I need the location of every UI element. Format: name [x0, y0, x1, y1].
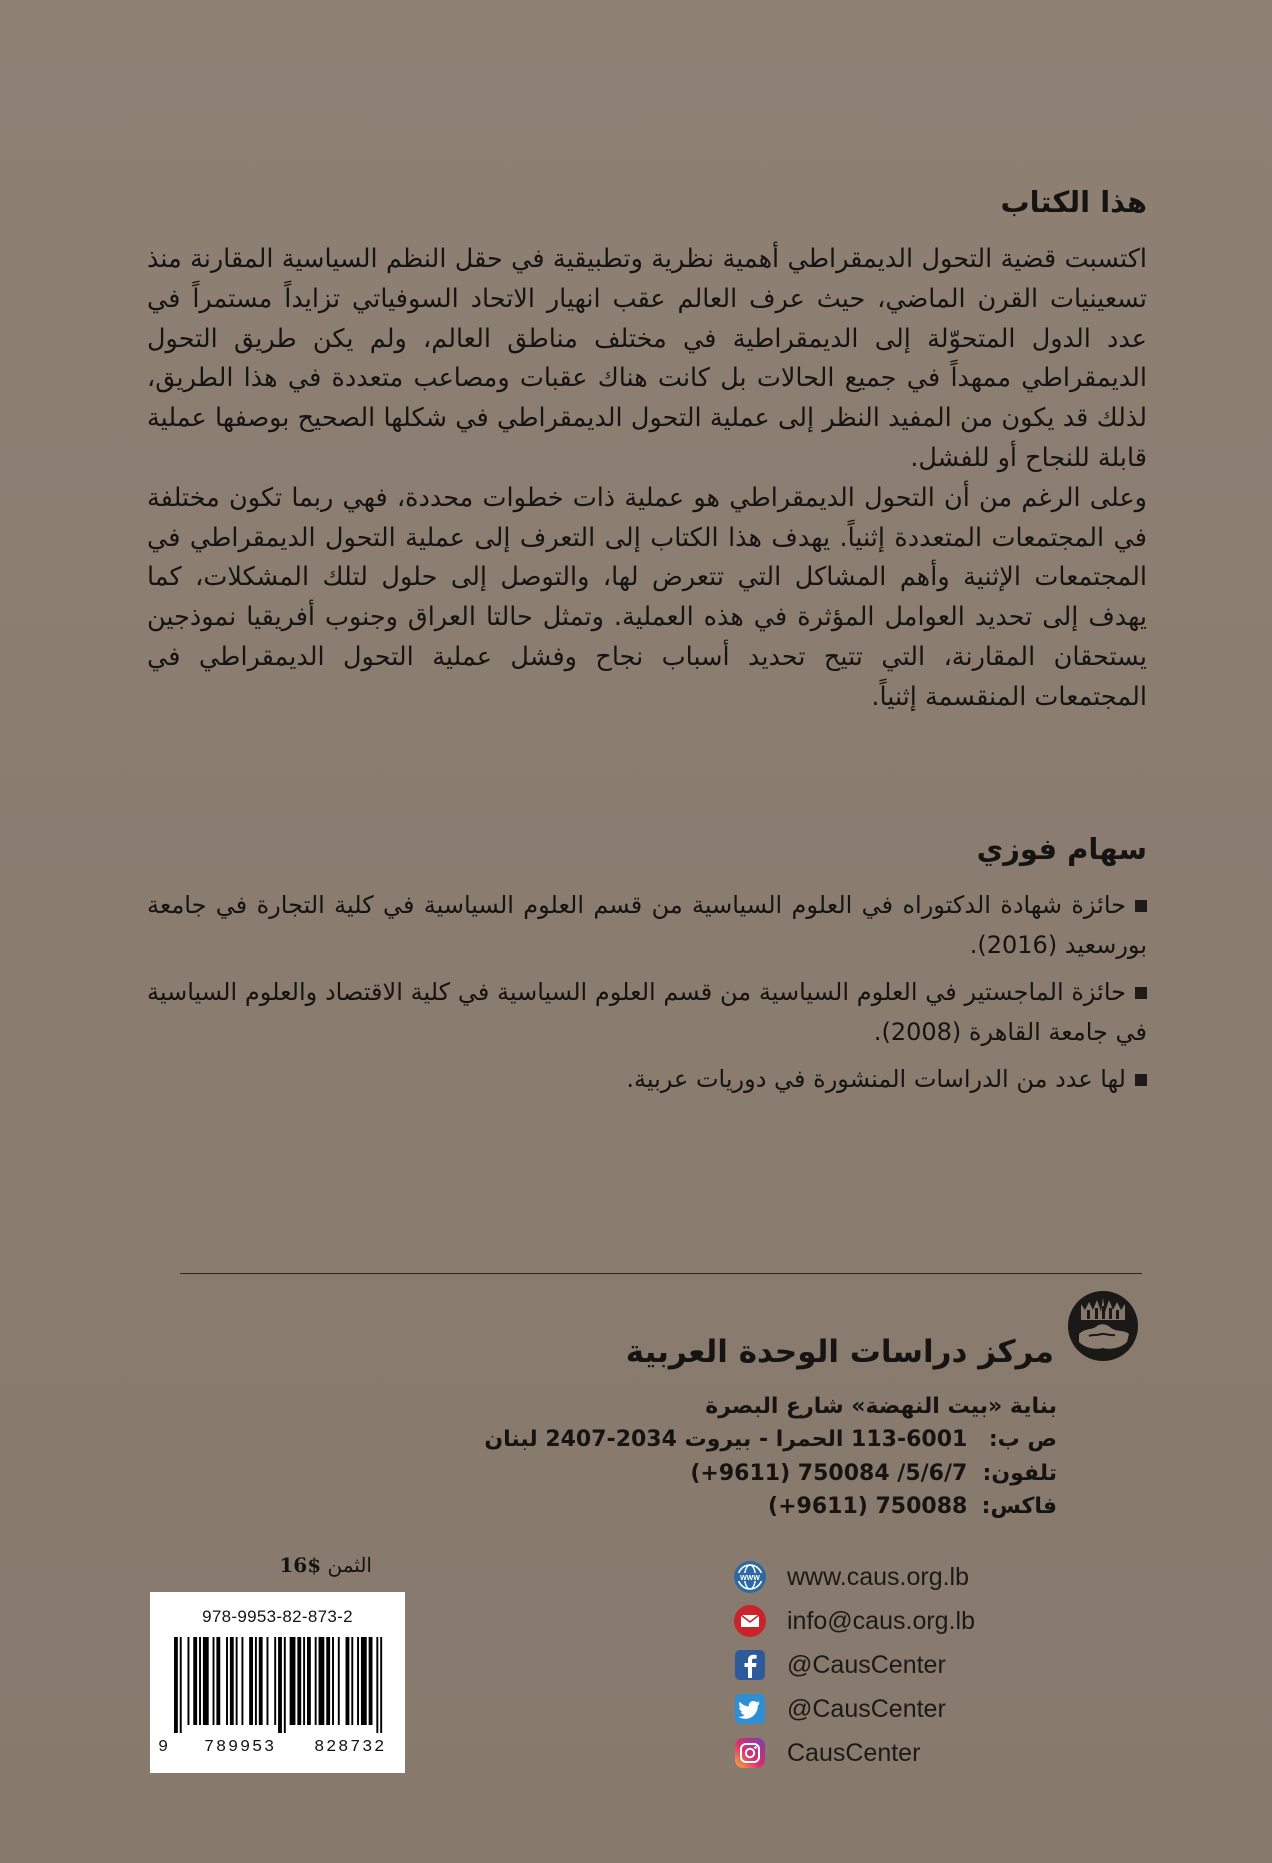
- barcode-bar: [369, 1637, 373, 1725]
- phone-value: (+9611) 750084 /5/6/7: [690, 1461, 968, 1486]
- po-label: ص ب:: [988, 1427, 1057, 1452]
- mail-icon: [733, 1604, 767, 1638]
- barcode-bar: [380, 1637, 382, 1733]
- contact-twitter[interactable]: [733, 1687, 1133, 1731]
- email-text: info@caus.org.lb: [787, 1606, 975, 1635]
- barcode-bar: [351, 1637, 353, 1725]
- contact-list: [733, 1555, 1133, 1775]
- svg-text:WWW: WWW: [740, 1575, 760, 1582]
- bio-item: حائزة الماجستير في العلوم السياسية من قسم العلوم السياسية في كلية الاقتصاد والعلوم السياسية في جامعة القاهرة (2008).: [147, 978, 1147, 1046]
- barcode-bar: [284, 1637, 286, 1733]
- barcode-bar: [361, 1637, 367, 1725]
- contact-email[interactable]: [733, 1599, 1133, 1643]
- barcode-bar: [187, 1637, 189, 1725]
- isbn-digits: 9 789953 828732: [158, 1738, 387, 1757]
- barcode-bar: [326, 1637, 330, 1725]
- barcode-bar: [278, 1637, 282, 1733]
- globe-icon: [733, 1560, 767, 1594]
- publisher-po-box: [357, 1424, 1057, 1456]
- barcode-bar: [213, 1637, 215, 1725]
- instagram-icon: [733, 1736, 767, 1770]
- contact-website[interactable]: [733, 1555, 1133, 1599]
- facebook-icon: [733, 1648, 767, 1682]
- about-paragraph-2: وعلى الرغم من أن التحول الديمقراطي هو عملية ذات خطوات محددة، فهي ربما تكون مختلفة في المجتمعات المتعددة إثنياً. يهدف هذا الكتاب إلى التعرف إلى عملية التحول الديمقراطي في المجتمعات الإثنية وأهم المشاكل التي تتعرض لها، والتوصل إلى حلول لتلك المشكلات، كما يهدف إلى تحديد العوامل المؤثرة في هذه العملية. وتمثل حالتا العراق وجنوب أفريقيا نموذجين يستحقان المقارنة، التي تتيح تحديد أسباب نجاح وفشل عملية التحول الديمقراطي في المجتمعات المنقسمة إثنياً.: [147, 482, 1147, 712]
- barcode-bar: [290, 1637, 296, 1725]
- about-paragraph-1: اكتسبت قضية التحول الديمقراطي أهمية نظرية وتطبيقية في حقل النظم السياسية المقارنة منذ تسعينيات القرن الماضي، حيث عرف العالم عقب انهيار الاتحاد السوفياتي تزايداً مستمراً في عدد الدول المتحوّلة إلى الديمقراطية في مختلف مناطق العالم، ولم يكن طريق التحول الديمقراطي ممهداً في جميع الحالات بل كانت هناك عقبات ومصاعب متعددة في هذا الطريق، لذلك قد يكون من المفيد النظر إلى عملية التحول الديمقراطي في شكلها الصحيح بوصفها عملية قابلة للنجاح أو للفشل.: [147, 244, 1147, 473]
- barcode-bar: [249, 1637, 253, 1725]
- barcode-bar: [267, 1637, 269, 1725]
- barcode-bar: [216, 1637, 220, 1725]
- barcode-bar: [226, 1637, 228, 1725]
- barcode-bar: [174, 1637, 178, 1733]
- barcode-bar: [236, 1637, 238, 1725]
- barcode-bar: [332, 1637, 334, 1725]
- square-bullet-icon: [1135, 987, 1147, 999]
- barcode-bar: [274, 1637, 276, 1725]
- barcode-bar: [193, 1637, 197, 1725]
- about-book-text: [147, 240, 1147, 718]
- barcode-bar: [255, 1637, 257, 1725]
- price: [222, 1553, 372, 1577]
- isbn-text: 978-9953-82-873-2: [202, 1607, 353, 1626]
- barcode-bar: [259, 1637, 263, 1725]
- phone-label: تلفون:: [982, 1461, 1057, 1486]
- bio-item: حائزة شهادة الدكتوراه في العلوم السياسية من قسم العلوم السياسية في كلية التجارة في جامعة بورسعيد (2016).: [147, 891, 1147, 959]
- about-book-heading: هذا الكتاب: [1000, 185, 1147, 219]
- publisher-phone: [357, 1458, 1057, 1490]
- barcode-bar: [319, 1637, 325, 1725]
- publisher-building: بناية «بيت النهضة» شارع البصرة: [705, 1394, 1057, 1419]
- publisher-name: مركز دراسات الوحدة العربية: [625, 1334, 1054, 1370]
- bio-item: لها عدد من الدراسات المنشورة في دوريات عربية.: [147, 1059, 1147, 1099]
- contact-instagram[interactable]: [733, 1731, 1133, 1775]
- instagram-text: CausCenter: [787, 1738, 921, 1767]
- square-bullet-icon: [1135, 900, 1147, 912]
- section-divider: [180, 1273, 1142, 1274]
- barcode-bar: [303, 1637, 305, 1725]
- po-value: 113-6001 الحمرا - بيروت 2034-2407 لبنان: [484, 1427, 968, 1452]
- barcode-bar: [376, 1637, 378, 1733]
- barcode-bar: [203, 1637, 209, 1725]
- barcode-bar: [241, 1637, 243, 1725]
- barcode-bar: [346, 1637, 350, 1725]
- isbn-barcode: [150, 1592, 405, 1773]
- fax-value: (+9611) 750088: [768, 1494, 968, 1519]
- website-text: www.caus.org.lb: [787, 1562, 970, 1591]
- publisher-fax: [357, 1491, 1057, 1523]
- barcode-bar: [338, 1637, 340, 1725]
- barcode-bar: [199, 1637, 201, 1725]
- barcode-bar: [307, 1637, 311, 1725]
- author-bio-list: [147, 885, 1147, 1106]
- barcode-bar: [315, 1637, 317, 1725]
- barcode-bar: [180, 1637, 182, 1733]
- author-name: سهام فوزي: [976, 832, 1147, 866]
- fax-label: فاكس:: [981, 1494, 1057, 1519]
- barcode-bar: [230, 1637, 234, 1725]
- barcode-bar: [357, 1637, 359, 1725]
- contact-facebook[interactable]: [733, 1643, 1133, 1687]
- square-bullet-icon: [1135, 1074, 1147, 1086]
- barcode-bars: [174, 1637, 386, 1733]
- twitter-icon: [733, 1692, 767, 1726]
- twitter-text: @CausCenter: [787, 1694, 946, 1723]
- barcode-bar: [297, 1637, 301, 1725]
- facebook-text: @CausCenter: [787, 1650, 946, 1679]
- caus-logo-icon: [1067, 1290, 1139, 1362]
- price-label: الثمن: [327, 1553, 372, 1577]
- price-value: $16: [279, 1553, 322, 1577]
